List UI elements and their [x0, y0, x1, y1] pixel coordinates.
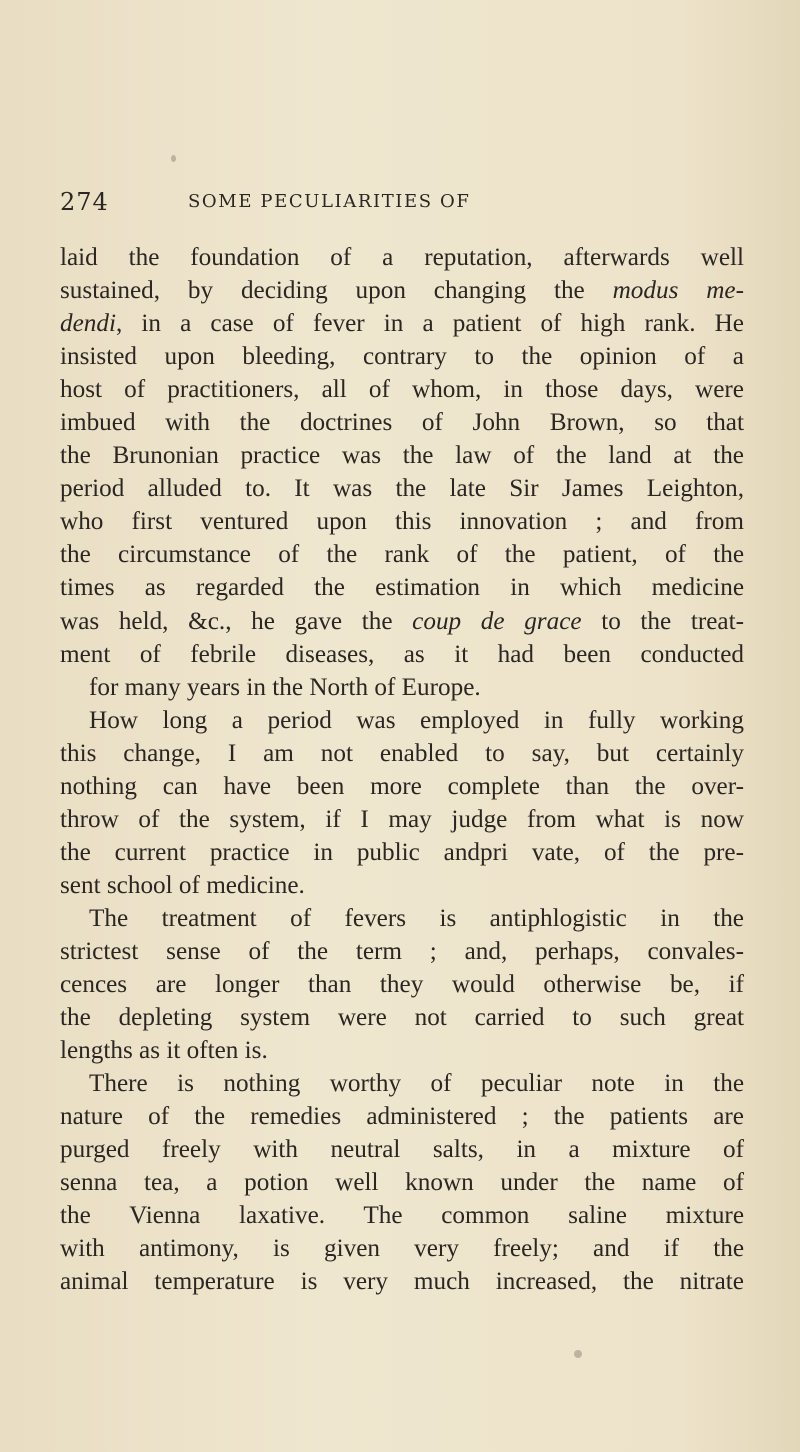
- paper-speck: [574, 1350, 582, 1358]
- text-line: ment of febrile diseases, as it had been conducted: [60, 640, 744, 668]
- text-line: the depleting system were not carried to such great: [60, 1004, 744, 1032]
- paper-speck: [171, 155, 176, 162]
- text-line: There is nothing worthy of peculiar note in the: [89, 1070, 744, 1098]
- text-line: insisted upon bleeding, contrary to the opinion of a: [60, 343, 744, 371]
- text-line: laid the foundation of a reputation, afterwards well: [60, 244, 744, 271]
- text-line: senna tea, a potion well known under the name of: [60, 1169, 744, 1197]
- text-line: purged freely with neutral salts, in a mixture of: [60, 1136, 744, 1164]
- text-line: times as regarded the estimation in which medicine: [60, 574, 744, 602]
- page-header: [60, 188, 620, 220]
- text-line: lengths as it often is.: [60, 1037, 268, 1065]
- text-line: the circumstance of the rank of the patient, of the: [60, 541, 744, 569]
- text-line: who first ventured upon this innovation ; and from: [60, 508, 744, 536]
- text-line: was held, &c., he gave the coup de grace to the treat-: [60, 607, 744, 635]
- text-line: period alluded to. It was the late Sir James Leighton,: [60, 475, 744, 503]
- text-line: sent school of medicine.: [60, 871, 305, 899]
- text-line: strictest sense of the term ; and, perhaps, convales-: [60, 937, 744, 965]
- text-line: the Brunonian practice was the law of the land at the: [60, 442, 744, 470]
- text-line: nothing can have been more complete than the over-: [60, 772, 744, 800]
- text-line: host of practitioners, all of whom, in those days, were: [60, 376, 744, 404]
- body-text: [60, 241, 744, 1299]
- text-line: How long a period was employed in fully working: [89, 706, 744, 734]
- text-line: cences are longer than they would otherwise be, if: [60, 971, 744, 999]
- text-line: The treatment of fevers is antiphlogistic in the: [89, 904, 744, 932]
- text-line: nature of the remedies administered ; the patients are: [60, 1103, 744, 1131]
- text-line: dendi, in a case of fever in a patient of high rank. He: [60, 310, 744, 338]
- text-line: with antimony, is given very freely; and if the: [60, 1235, 744, 1263]
- text-line: imbued with the doctrines of John Brown, so that: [60, 409, 744, 437]
- text-line: throw of the system, if I may judge from what is now: [60, 805, 744, 833]
- text-line: this change, I am not enabled to say, but certainly: [60, 739, 744, 767]
- running-title: SOME PECULIARITIES OF: [188, 191, 471, 212]
- text-line: for many years in the North of Europe.: [89, 673, 481, 701]
- text-line: animal temperature is very much increased, the nitrate: [60, 1268, 744, 1296]
- page-number: 274: [60, 188, 109, 216]
- text-line: the Vienna laxative. The common saline mixture: [60, 1202, 744, 1230]
- text-line: the current practice in public andpri vate, of the pre-: [60, 838, 744, 866]
- text-line: sustained, by deciding upon changing the modus me-: [60, 277, 745, 305]
